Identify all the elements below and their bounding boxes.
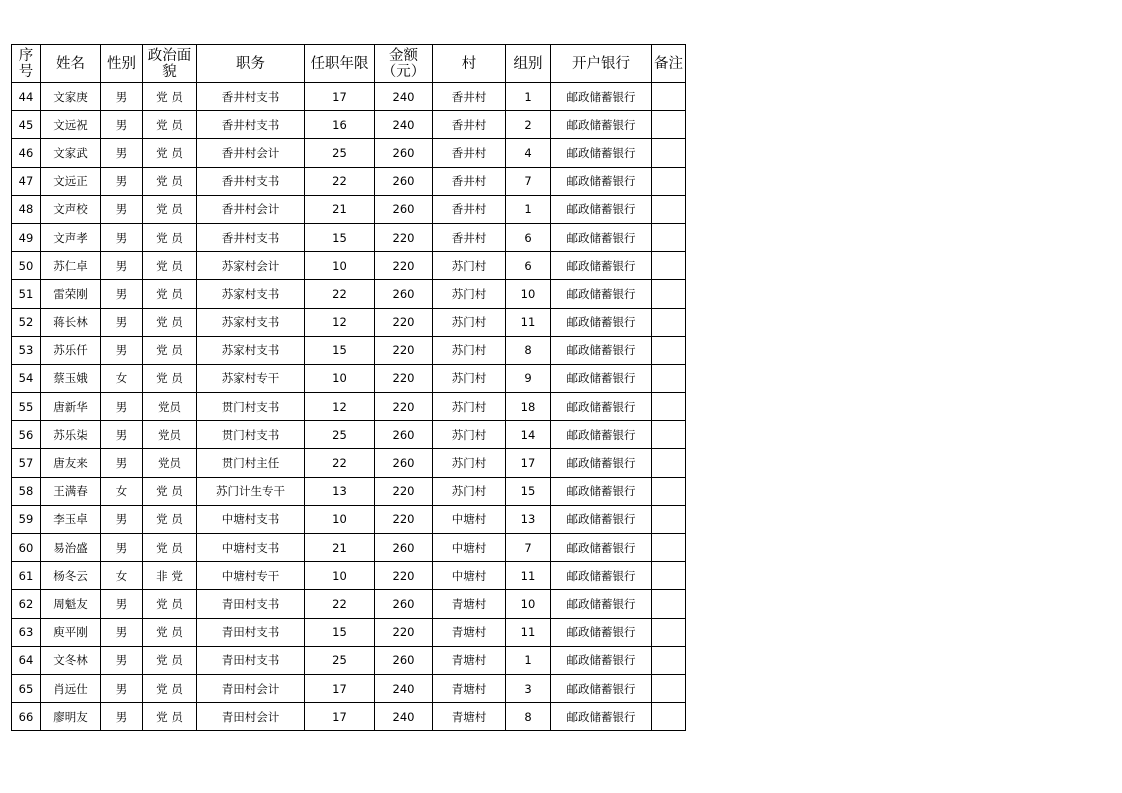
cell-index: 54 [12, 364, 41, 392]
cell-village: 苏门村 [433, 421, 506, 449]
cell-position: 青田村会计 [197, 703, 305, 731]
cell-village: 中塘村 [433, 505, 506, 533]
cell-bank: 邮政储蓄银行 [551, 534, 652, 562]
cell-amount: 220 [375, 308, 433, 336]
cell-bank: 邮政储蓄银行 [551, 674, 652, 702]
table-row [12, 83, 686, 111]
cell-group: 17 [506, 449, 551, 477]
cell-amount: 220 [375, 252, 433, 280]
cell-position: 苏家村专干 [197, 364, 305, 392]
cell-index: 61 [12, 562, 41, 590]
cell-gender: 女 [101, 364, 143, 392]
cell-amount: 240 [375, 111, 433, 139]
cell-remarks [652, 139, 686, 167]
cell-village: 苏门村 [433, 336, 506, 364]
cell-gender: 男 [101, 421, 143, 449]
cell-name: 文远祝 [41, 111, 101, 139]
cell-position: 贯门村主任 [197, 449, 305, 477]
cell-amount: 260 [375, 280, 433, 308]
cell-position: 香井村会计 [197, 139, 305, 167]
table-row [12, 477, 686, 505]
cell-village: 苏门村 [433, 393, 506, 421]
cell-amount: 260 [375, 139, 433, 167]
cell-name: 文家庚 [41, 83, 101, 111]
cell-amount: 240 [375, 83, 433, 111]
cell-group: 10 [506, 590, 551, 618]
cell-gender: 男 [101, 111, 143, 139]
cell-political-status: 党 员 [143, 646, 197, 674]
cell-amount: 260 [375, 590, 433, 618]
table-row [12, 364, 686, 392]
cell-gender: 男 [101, 674, 143, 702]
cell-bank: 邮政储蓄银行 [551, 111, 652, 139]
table-row [12, 252, 686, 280]
cell-political-status: 党 员 [143, 477, 197, 505]
cell-amount: 220 [375, 393, 433, 421]
col-header-index: 序号 [12, 45, 41, 83]
cell-political-status: 党员 [143, 421, 197, 449]
cell-group: 4 [506, 139, 551, 167]
cell-group: 11 [506, 562, 551, 590]
cell-remarks [652, 590, 686, 618]
cell-political-status: 党 员 [143, 252, 197, 280]
cell-political-status: 党 员 [143, 280, 197, 308]
table-row [12, 111, 686, 139]
cell-gender: 男 [101, 280, 143, 308]
cell-name: 蒋长林 [41, 308, 101, 336]
cell-name: 易治盛 [41, 534, 101, 562]
cell-amount: 240 [375, 674, 433, 702]
cell-gender: 男 [101, 534, 143, 562]
cell-village: 青塘村 [433, 674, 506, 702]
cell-gender: 男 [101, 167, 143, 195]
cell-bank: 邮政储蓄银行 [551, 505, 652, 533]
cell-village: 苏门村 [433, 364, 506, 392]
cell-position: 中塘村支书 [197, 534, 305, 562]
cell-bank: 邮政储蓄银行 [551, 449, 652, 477]
cell-tenure: 22 [305, 280, 375, 308]
cell-amount: 220 [375, 477, 433, 505]
cell-gender: 男 [101, 618, 143, 646]
cell-index: 65 [12, 674, 41, 702]
cell-name: 苏仁卓 [41, 252, 101, 280]
cell-position: 香井村会计 [197, 195, 305, 223]
cell-tenure: 15 [305, 336, 375, 364]
cell-tenure: 21 [305, 534, 375, 562]
header-row [12, 45, 686, 83]
cell-bank: 邮政储蓄银行 [551, 280, 652, 308]
cell-position: 苏门计生专干 [197, 477, 305, 505]
cell-index: 46 [12, 139, 41, 167]
cell-position: 苏家村支书 [197, 336, 305, 364]
cell-tenure: 22 [305, 167, 375, 195]
cell-gender: 男 [101, 449, 143, 477]
cell-amount: 220 [375, 364, 433, 392]
cell-position: 青田村支书 [197, 590, 305, 618]
cell-position: 苏家村支书 [197, 308, 305, 336]
cell-political-status: 党 员 [143, 703, 197, 731]
cell-remarks [652, 336, 686, 364]
cell-amount: 260 [375, 646, 433, 674]
cell-village: 青塘村 [433, 618, 506, 646]
cell-index: 58 [12, 477, 41, 505]
cell-gender: 男 [101, 308, 143, 336]
cell-index: 53 [12, 336, 41, 364]
cell-tenure: 22 [305, 590, 375, 618]
cell-remarks [652, 308, 686, 336]
cell-amount: 220 [375, 336, 433, 364]
table-row [12, 562, 686, 590]
cell-gender: 男 [101, 83, 143, 111]
table-row [12, 308, 686, 336]
cell-village: 青塘村 [433, 703, 506, 731]
table-row [12, 618, 686, 646]
cell-name: 文声孝 [41, 223, 101, 251]
cell-group: 7 [506, 167, 551, 195]
cell-village: 苏门村 [433, 280, 506, 308]
cell-political-status: 党 员 [143, 618, 197, 646]
cell-position: 青田村支书 [197, 618, 305, 646]
cell-index: 63 [12, 618, 41, 646]
cell-group: 14 [506, 421, 551, 449]
cell-group: 11 [506, 618, 551, 646]
cell-index: 56 [12, 421, 41, 449]
cell-tenure: 17 [305, 83, 375, 111]
cell-group: 9 [506, 364, 551, 392]
cell-bank: 邮政储蓄银行 [551, 83, 652, 111]
cell-bank: 邮政储蓄银行 [551, 562, 652, 590]
cell-political-status: 党员 [143, 393, 197, 421]
cell-amount: 260 [375, 167, 433, 195]
table-row [12, 674, 686, 702]
col-header-group: 组别 [506, 45, 551, 83]
cell-name: 肖远仕 [41, 674, 101, 702]
cell-gender: 男 [101, 223, 143, 251]
cell-index: 59 [12, 505, 41, 533]
cell-gender: 男 [101, 195, 143, 223]
cell-tenure: 15 [305, 223, 375, 251]
cell-remarks [652, 646, 686, 674]
cell-name: 杨冬云 [41, 562, 101, 590]
cell-tenure: 12 [305, 308, 375, 336]
cell-position: 青田村会计 [197, 674, 305, 702]
cell-index: 52 [12, 308, 41, 336]
col-header-village: 村 [433, 45, 506, 83]
cell-index: 48 [12, 195, 41, 223]
cell-index: 62 [12, 590, 41, 618]
cell-village: 苏门村 [433, 449, 506, 477]
cell-tenure: 21 [305, 195, 375, 223]
cell-position: 中塘村专干 [197, 562, 305, 590]
col-header-tenure: 任职年限 [305, 45, 375, 83]
table-row [12, 223, 686, 251]
table-row [12, 703, 686, 731]
cell-gender: 男 [101, 646, 143, 674]
cell-group: 3 [506, 674, 551, 702]
cell-political-status: 党 员 [143, 223, 197, 251]
cell-amount: 260 [375, 195, 433, 223]
table-row [12, 505, 686, 533]
table-row [12, 336, 686, 364]
cell-remarks [652, 111, 686, 139]
cell-name: 周魁友 [41, 590, 101, 618]
cell-remarks [652, 167, 686, 195]
table-row [12, 393, 686, 421]
cell-remarks [652, 618, 686, 646]
cell-village: 中塘村 [433, 534, 506, 562]
cell-political-status: 党 员 [143, 167, 197, 195]
cell-name: 廖明友 [41, 703, 101, 731]
table-row [12, 646, 686, 674]
cell-name: 文声校 [41, 195, 101, 223]
cell-amount: 240 [375, 703, 433, 731]
cell-remarks [652, 421, 686, 449]
cell-name: 苏乐仟 [41, 336, 101, 364]
table-row [12, 449, 686, 477]
cell-bank: 邮政储蓄银行 [551, 703, 652, 731]
cell-name: 蔡玉娥 [41, 364, 101, 392]
cell-name: 王满春 [41, 477, 101, 505]
cell-amount: 220 [375, 505, 433, 533]
cell-gender: 男 [101, 505, 143, 533]
cell-bank: 邮政储蓄银行 [551, 308, 652, 336]
cell-index: 45 [12, 111, 41, 139]
table-row [12, 195, 686, 223]
cell-name: 文远正 [41, 167, 101, 195]
cell-village: 香井村 [433, 195, 506, 223]
cell-gender: 男 [101, 336, 143, 364]
cell-position: 苏家村会计 [197, 252, 305, 280]
col-header-amount: 金额（元） [375, 45, 433, 83]
cell-tenure: 25 [305, 139, 375, 167]
cell-group: 7 [506, 534, 551, 562]
cell-remarks [652, 449, 686, 477]
col-header-gender: 性别 [101, 45, 143, 83]
cell-village: 香井村 [433, 223, 506, 251]
cell-remarks [652, 674, 686, 702]
cell-group: 6 [506, 223, 551, 251]
cell-position: 香井村支书 [197, 167, 305, 195]
cell-bank: 邮政储蓄银行 [551, 139, 652, 167]
cell-tenure: 10 [305, 505, 375, 533]
cell-index: 55 [12, 393, 41, 421]
cell-political-status: 党 员 [143, 364, 197, 392]
cell-tenure: 17 [305, 703, 375, 731]
cell-index: 57 [12, 449, 41, 477]
cell-name: 唐新华 [41, 393, 101, 421]
cell-position: 香井村支书 [197, 83, 305, 111]
cell-name: 雷荣刚 [41, 280, 101, 308]
cell-index: 51 [12, 280, 41, 308]
cell-position: 香井村支书 [197, 111, 305, 139]
cell-village: 青塘村 [433, 590, 506, 618]
col-header-bank: 开户银行 [551, 45, 652, 83]
cell-tenure: 10 [305, 252, 375, 280]
cell-remarks [652, 505, 686, 533]
cell-tenure: 10 [305, 562, 375, 590]
cell-village: 苏门村 [433, 477, 506, 505]
cell-bank: 邮政储蓄银行 [551, 336, 652, 364]
cell-group: 18 [506, 393, 551, 421]
cell-political-status: 党 员 [143, 195, 197, 223]
cell-tenure: 16 [305, 111, 375, 139]
cell-bank: 邮政储蓄银行 [551, 167, 652, 195]
cell-index: 60 [12, 534, 41, 562]
cell-tenure: 12 [305, 393, 375, 421]
cell-political-status: 党员 [143, 449, 197, 477]
cell-tenure: 25 [305, 421, 375, 449]
table-row [12, 590, 686, 618]
cell-amount: 220 [375, 223, 433, 251]
cell-group: 1 [506, 195, 551, 223]
cell-political-status: 党 员 [143, 590, 197, 618]
cell-amount: 260 [375, 421, 433, 449]
cell-tenure: 10 [305, 364, 375, 392]
cell-remarks [652, 562, 686, 590]
cell-name: 文冬林 [41, 646, 101, 674]
table-body [12, 83, 686, 731]
cell-political-status: 党 员 [143, 336, 197, 364]
cell-position: 苏家村支书 [197, 280, 305, 308]
cell-index: 50 [12, 252, 41, 280]
cell-gender: 男 [101, 703, 143, 731]
cell-village: 苏门村 [433, 308, 506, 336]
cell-bank: 邮政储蓄银行 [551, 364, 652, 392]
cell-remarks [652, 83, 686, 111]
cell-index: 44 [12, 83, 41, 111]
cell-remarks [652, 252, 686, 280]
cell-amount: 220 [375, 618, 433, 646]
cell-political-status: 党 员 [143, 505, 197, 533]
table-row [12, 534, 686, 562]
cell-village: 香井村 [433, 167, 506, 195]
cell-village: 苏门村 [433, 252, 506, 280]
cell-tenure: 13 [305, 477, 375, 505]
cell-group: 11 [506, 308, 551, 336]
cell-group: 8 [506, 336, 551, 364]
cell-name: 唐友来 [41, 449, 101, 477]
cell-bank: 邮政储蓄银行 [551, 477, 652, 505]
cell-political-status: 党 员 [143, 674, 197, 702]
cell-political-status: 党 员 [143, 139, 197, 167]
cell-group: 6 [506, 252, 551, 280]
cell-remarks [652, 223, 686, 251]
table-row [12, 139, 686, 167]
cell-amount: 260 [375, 449, 433, 477]
cell-remarks [652, 364, 686, 392]
cell-remarks [652, 280, 686, 308]
cell-gender: 男 [101, 590, 143, 618]
cell-name: 李玉卓 [41, 505, 101, 533]
cell-position: 香井村支书 [197, 223, 305, 251]
cell-bank: 邮政储蓄银行 [551, 252, 652, 280]
cell-tenure: 17 [305, 674, 375, 702]
cell-gender: 女 [101, 477, 143, 505]
col-header-political-status: 政治面貌 [143, 45, 197, 83]
cell-remarks [652, 477, 686, 505]
cell-group: 10 [506, 280, 551, 308]
cell-gender: 男 [101, 393, 143, 421]
cell-name: 苏乐柒 [41, 421, 101, 449]
cell-bank: 邮政储蓄银行 [551, 223, 652, 251]
cell-political-status: 党 员 [143, 83, 197, 111]
cell-bank: 邮政储蓄银行 [551, 590, 652, 618]
cell-position: 贯门村支书 [197, 421, 305, 449]
cell-name: 文家武 [41, 139, 101, 167]
cell-bank: 邮政储蓄银行 [551, 646, 652, 674]
cell-political-status: 党 员 [143, 308, 197, 336]
cell-village: 香井村 [433, 111, 506, 139]
cell-group: 15 [506, 477, 551, 505]
cell-amount: 260 [375, 534, 433, 562]
cell-tenure: 25 [305, 646, 375, 674]
cell-political-status: 党 员 [143, 111, 197, 139]
table-row [12, 280, 686, 308]
cell-index: 49 [12, 223, 41, 251]
cell-bank: 邮政储蓄银行 [551, 195, 652, 223]
cell-bank: 邮政储蓄银行 [551, 393, 652, 421]
cell-index: 47 [12, 167, 41, 195]
table-row [12, 421, 686, 449]
cell-political-status: 党 员 [143, 534, 197, 562]
col-header-position: 职务 [197, 45, 305, 83]
cell-gender: 男 [101, 139, 143, 167]
cell-bank: 邮政储蓄银行 [551, 421, 652, 449]
cell-gender: 女 [101, 562, 143, 590]
cell-group: 1 [506, 83, 551, 111]
cell-bank: 邮政储蓄银行 [551, 618, 652, 646]
cell-group: 13 [506, 505, 551, 533]
cell-group: 1 [506, 646, 551, 674]
roster-table [11, 44, 686, 731]
cell-position: 贯门村支书 [197, 393, 305, 421]
cell-amount: 220 [375, 562, 433, 590]
cell-remarks [652, 534, 686, 562]
cell-gender: 男 [101, 252, 143, 280]
cell-remarks [652, 703, 686, 731]
cell-name: 庾平刚 [41, 618, 101, 646]
cell-village: 香井村 [433, 83, 506, 111]
cell-position: 青田村支书 [197, 646, 305, 674]
cell-village: 中塘村 [433, 562, 506, 590]
cell-remarks [652, 393, 686, 421]
cell-group: 2 [506, 111, 551, 139]
cell-index: 64 [12, 646, 41, 674]
cell-remarks [652, 195, 686, 223]
cell-index: 66 [12, 703, 41, 731]
cell-village: 香井村 [433, 139, 506, 167]
cell-group: 8 [506, 703, 551, 731]
cell-political-status: 非 党 [143, 562, 197, 590]
cell-tenure: 22 [305, 449, 375, 477]
cell-village: 青塘村 [433, 646, 506, 674]
col-header-name: 姓名 [41, 45, 101, 83]
col-header-remarks: 备注 [652, 45, 686, 83]
cell-tenure: 15 [305, 618, 375, 646]
cell-position: 中塘村支书 [197, 505, 305, 533]
table-row [12, 167, 686, 195]
